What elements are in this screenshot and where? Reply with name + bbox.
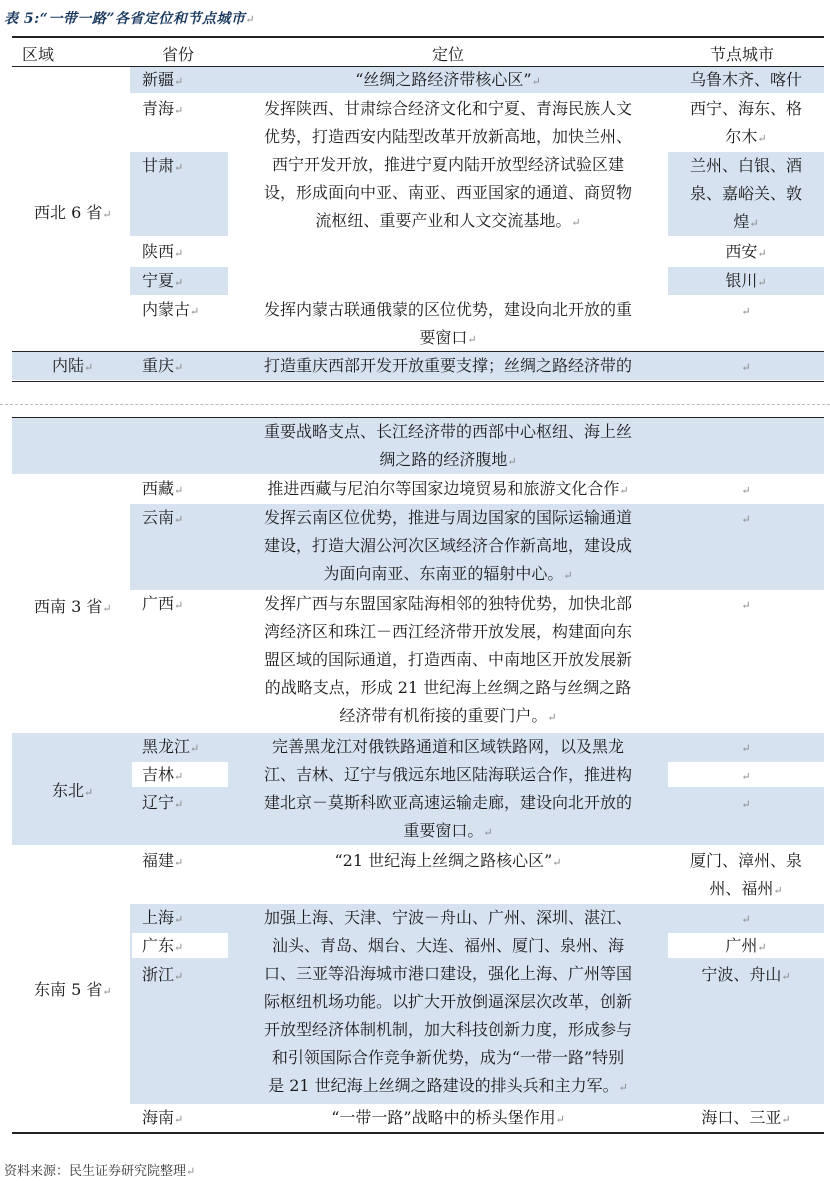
position-xinjiang: “丝绸之路经济带核心区”↵ [355, 70, 541, 89]
city-gansu: 兰州、白银、酒 泉、嘉峪关、敦 煌↵ [689, 156, 802, 231]
position-chongqing-1: 打造重庆西部开发开放重要支撑；丝绸之路经济带的 [263, 356, 632, 375]
city-heilongjiang: ↵ [741, 742, 751, 755]
city-jilin: ↵ [741, 770, 751, 783]
region-inland: 内陆↵ [52, 356, 94, 375]
city-qinghai: 西宁、海东、格 尔木↵ [689, 99, 802, 146]
province-chongqing: 重庆↵ [142, 356, 184, 375]
table-bottom-border [12, 1132, 824, 1134]
province-ningxia: 宁夏↵ [142, 271, 184, 290]
city-guangdong: 广州↵ [725, 936, 767, 955]
city-zhejiang: 宁波、舟山↵ [701, 965, 791, 984]
position-northeast: 完善黑龙江对俄铁路通道和区域铁路网，以及黑龙 江、吉林、辽宁与俄远东地区陆海联运合作，推进构 建北京－莫斯科欧亚高速运输走廊，建设向北开放的 重要窗口。↵ [263, 737, 632, 840]
province-zhejiang: 浙江↵ [142, 965, 184, 984]
table-header [12, 36, 824, 67]
position-xizang: 推进西藏与尼泊尔等国家边境贸易和旅游文化合作↵ [267, 479, 629, 498]
region-northwest: 西北 6 省↵ [34, 203, 112, 222]
province-xizang: 西藏↵ [142, 479, 184, 498]
province-shanghai: 上海↵ [142, 908, 184, 927]
position-southeast: 加强上海、天津、宁波－舟山、广州、深圳、湛江、 汕头、青岛、烟台、大连、福州、厦门、泉州、海 口、三亚等沿海城市港口建设，强化上海、广州等国 际枢纽机场功能。以扩大开放倒逼深层次改革，创新 开放型经济体制机制，加大科技创新力度，形成参与 和引领国际合作竞争新优势，成为“一带一路”特别 是 21 世纪海上丝绸之路建设的排头兵和主力军。↵ [263, 908, 632, 1095]
province-hainan: 海南↵ [142, 1108, 184, 1127]
position-fujian: “21 世纪海上丝绸之路核心区”↵ [334, 851, 562, 870]
region-southwest: 西南 3 省↵ [34, 597, 112, 616]
region-northeast: 东北↵ [52, 781, 94, 800]
city-hainan: 海口、三亚↵ [701, 1108, 791, 1127]
city-fujian: 厦门、漳州、泉 州、福州↵ [689, 851, 802, 898]
city-guangxi: ↵ [741, 599, 751, 612]
city-xizang: ↵ [741, 484, 751, 497]
page-break [0, 404, 830, 405]
city-neimenggu: ↵ [741, 305, 751, 318]
city-yunnan: ↵ [741, 513, 751, 526]
header-position: 定位 [432, 45, 465, 64]
province-yunnan: 云南↵ [142, 508, 184, 527]
position-neimenggu: 发挥内蒙古联通俄蒙的区位优势，建设向北开放的重 要窗口↵ [263, 300, 632, 347]
province-heilongjiang: 黑龙江↵ [142, 737, 200, 756]
city-xinjiang: 乌鲁木齐、喀什 [689, 70, 802, 89]
header-region: 区域 [22, 45, 55, 64]
province-xinjiang: 新疆↵ [142, 70, 184, 89]
region-southeast: 东南 5 省↵ [34, 980, 112, 999]
province-guangdong: 广东↵ [142, 936, 184, 955]
province-qinghai: 青海↵ [142, 99, 184, 118]
province-guangxi: 广西↵ [142, 594, 184, 613]
city-chongqing: ↵ [741, 361, 751, 374]
city-ningxia: 银川↵ [725, 271, 767, 290]
position-yunnan: 发挥云南区位优势，推进与周边国家的国际运输通道 建设，打造大湄公河次区域经济合作新高地，建设成 为面向南亚、东南亚的辐射中心。↵ [263, 508, 632, 583]
city-liaoning: ↵ [741, 798, 751, 811]
province-jilin: 吉林↵ [142, 765, 184, 784]
province-neimenggu: 内蒙古↵ [142, 300, 200, 319]
position-northwest: 发挥陕西、甘肃综合经济文化和宁夏、青海民族人文 优势，打造西安内陆型改革开放新高地，加快兰州、 西宁开发开放，推进宁夏内陆开放型经济试验区建 设，形成面向中亚、南亚、西亚国家的通道、商贸物 流枢纽、重要产业和人文交流基地。↵ [263, 99, 632, 230]
province-shaanxi: 陕西↵ [142, 242, 184, 261]
city-shaanxi: 西安↵ [725, 242, 767, 261]
header-province: 省份 [162, 45, 195, 64]
header-city: 节点城市 [710, 45, 775, 64]
province-liaoning: 辽宁↵ [142, 793, 184, 812]
province-fujian: 福建↵ [142, 851, 184, 870]
position-hainan: “一带一路”战略中的桥头堡作用↵ [331, 1108, 565, 1127]
position-guangxi: 发挥广西与东盟国家陆海相邻的独特优势，加快北部 湾经济区和珠江－西江经济带开放发展，构建面向东 盟区域的国际通道，打造西南、中南地区开放发展新 的战略支点，形成 21 世纪海上丝绸之路与丝绸之路 经济带有机衔接的重要门户。↵ [263, 594, 632, 725]
table-title: 表 5:“一带一路”各省定位和节点城市↵ [4, 11, 256, 27]
city-shanghai: ↵ [741, 913, 751, 926]
divider-page-bottom [12, 381, 824, 382]
source-note: 资料来源：民生证券研究院整理↵ [4, 1164, 196, 1179]
position-chongqing-2: 重要战略支点、长江经济带的西部中心枢纽、海上丝 绸之路的经济腹地↵ [263, 422, 632, 469]
province-gansu: 甘肃↵ [142, 156, 184, 175]
